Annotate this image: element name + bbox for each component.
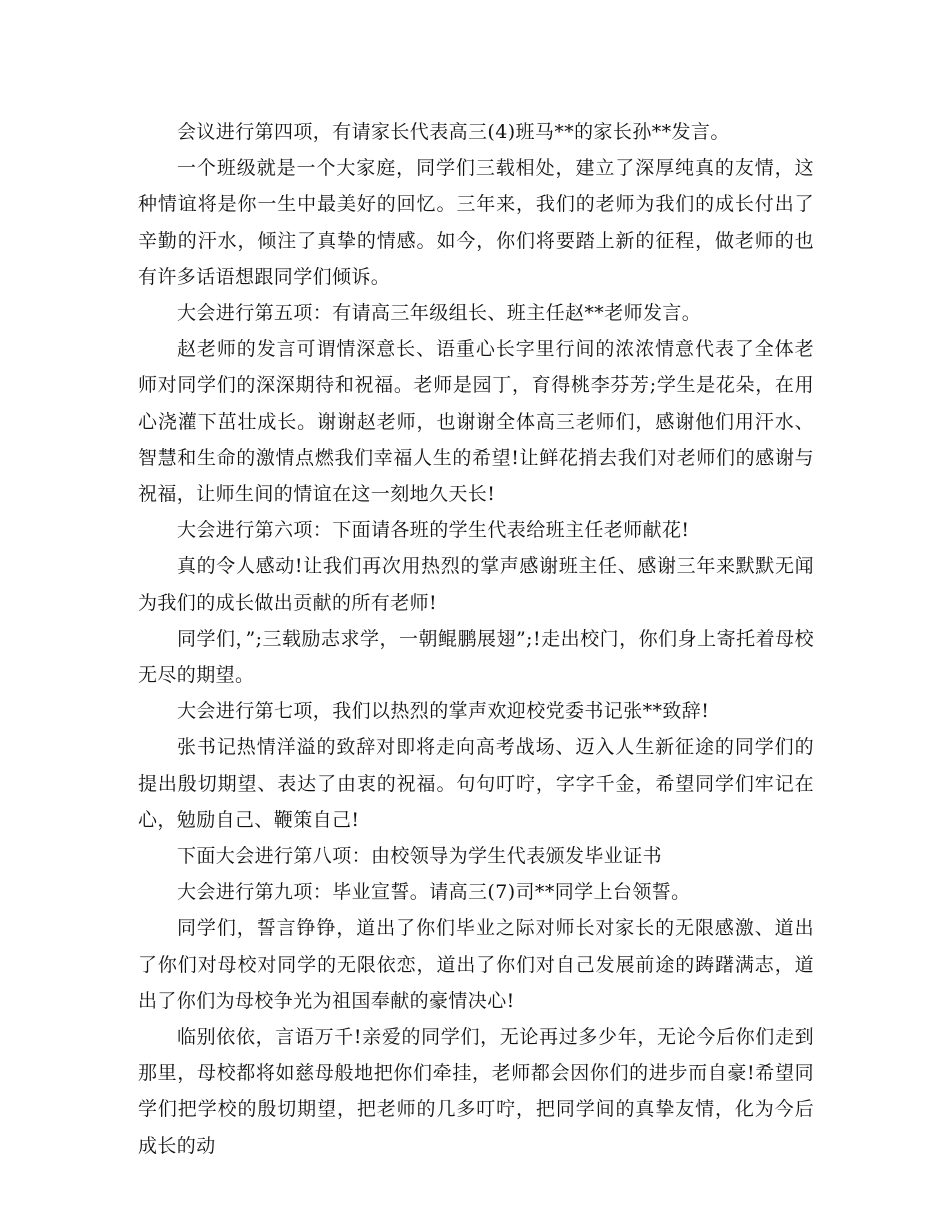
paragraph-item-5: 大会进行第五项：有请高三年级组长、班主任赵**老师发言。 <box>177 302 702 325</box>
document-body <box>138 114 814 1164</box>
paragraph-item-6: 大会进行第六项：下面请各班的学生代表给班主任老师献花! <box>177 519 690 542</box>
paragraph-farewell: 临别依依，言语万千!亲爱的同学们，无论再过多少年，无论今后你们走到那里，母校都将如慈母般地把你们牵挂，老师都会因你们的进步而自豪!希望同学们把学校的殷切期望，把老师的几多叮咛，把同学间的真挚友情，化为今后成长的动 <box>138 1026 814 1157</box>
paragraph-thanks-teachers: 真的令人感动!让我们再次用热烈的掌声感谢班主任、感谢三年来默默无闻为我们的成长做出贡献的所有老师! <box>138 555 814 614</box>
paragraph-item-9: 大会进行第九项：毕业宣誓。请高三(7)司**同学上台领誓。 <box>177 881 691 904</box>
paragraph-item-4: 会议进行第四项，有请家长代表高三(4)班马**的家长孙**发言。 <box>177 121 730 143</box>
paragraph-teacher-speech: 赵老师的发言可谓情深意长、语重心长字里行间的浓浓情意代表了全体老师对同学们的深深期待和祝福。老师是园丁，育得桃李芬芳;学生是花朵，在用心浇灌下茁壮成长。谢谢赵老师，也谢谢全体高三老师们，感谢他们用汗水、智慧和生命的激情点燃我们幸福人生的希望!让鲜花捎去我们对老师们的感谢与祝福，让师生间的情谊在这一刻地久天长! <box>138 338 814 506</box>
paragraph-item-8: 下面大会进行第八项：由校领导为学生代表颁发毕业证书 <box>177 845 663 868</box>
paragraph-class-family: 一个班级就是一个大家庭，同学们三载相处，建立了深厚纯真的友情，这种情谊将是你一生中最美好的回忆。三年来，我们的老师为我们的成长付出了辛勤的汗水，倾注了真挚的情感。如今，你们将要踏上新的征程，做老师的也有许多话语想跟同学们倾诉。 <box>138 157 814 288</box>
paragraph-oath: 同学们，誓言铮铮，道出了你们毕业之际对师长对家长的无限感激、道出了你们对母校对同学的无限依恋，道出了你们对自己发展前途的踌躇满志，道出了你们为母校争光为祖国奉献的豪情决心! <box>138 917 814 1012</box>
paragraph-item-7: 大会进行第七项，我们以热烈的掌声欢迎校党委书记张**致辞! <box>177 700 710 723</box>
paragraph-expectations: 同学们，”;三载励志求学，一朝鲲鹏展翅”;!走出校门，你们身上寄托着母校无尽的期望。 <box>138 627 814 687</box>
paragraph-secretary-speech: 张书记热情洋溢的致辞对即将走向高考战场、迈入人生新征途的同学们的提出殷切期望、表达了由衷的祝福。句句叮咛，字字千金，希望同学们牢记在心，勉励自己、鞭策自己! <box>138 736 814 831</box>
